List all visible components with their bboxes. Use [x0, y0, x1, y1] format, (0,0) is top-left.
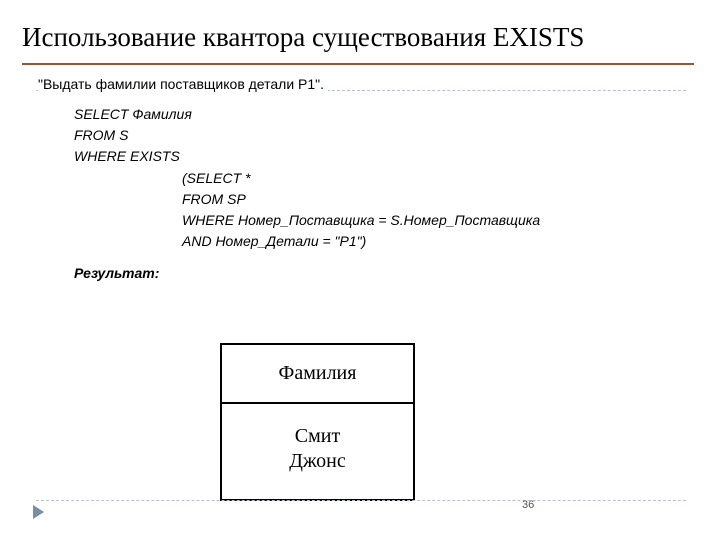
result-table-header: Фамилия: [222, 345, 413, 404]
page-number: 36: [522, 499, 535, 511]
result-label: Результат:: [74, 265, 160, 281]
code-line-select: SELECT Фамилия: [74, 106, 192, 122]
table-row: Джонс: [289, 450, 346, 472]
code-line-subwhere: WHERE Номер_Поставщика = S.Номер_Поставщика: [182, 212, 541, 228]
triangle-bullet-icon: [33, 505, 44, 519]
code-line-subselect: (SELECT *: [182, 170, 251, 186]
title-underline: [22, 63, 694, 65]
table-row: Смит: [294, 425, 341, 447]
divider-bottom: [36, 500, 686, 501]
code-line-where-exists: WHERE EXISTS: [74, 148, 180, 164]
task-text: "Выдать фамилии поставщиков детали Р1".: [38, 76, 328, 92]
code-line-subfrom: FROM SP: [182, 191, 246, 207]
code-line-suband: AND Номер_Детали = "P1"): [182, 233, 367, 249]
result-table: [220, 343, 415, 501]
result-table-body: [222, 404, 413, 474]
code-line-from: FROM S: [74, 127, 129, 143]
slide-title: Использование квантора существования EXISTS: [22, 22, 585, 52]
